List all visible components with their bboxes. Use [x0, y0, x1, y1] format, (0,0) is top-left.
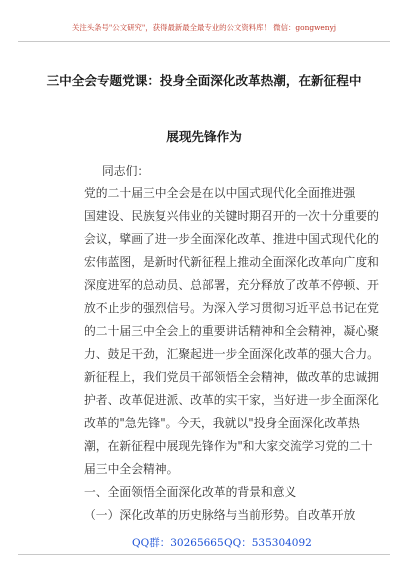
body-line: 新征程上，我们党员干部领悟全会精神，做改革的忠诚拥 [84, 370, 379, 384]
section-heading: 一、全面领悟全面深化改革的背景和意义 [84, 485, 297, 499]
body-line: 会议，擘画了进一步全面深化改革、推进中国式现代化的 [84, 232, 379, 246]
body-line: 届三中全会精神。 [84, 462, 179, 476]
body-line: 改革的"急先锋"。今天，我就以"投身全面深化改革热 [84, 416, 360, 430]
header-divider [18, 41, 390, 42]
body-line: 宏伟蓝图，是新时代新征程上推动全面深化改革向广度和 [84, 255, 379, 269]
subsection-heading: （一）深化改革的历史脉络与当前形势。自改革开放 [84, 508, 356, 522]
body-line: 深度进军的总动员、总部署，充分释放了改革不停顿、开 [84, 278, 379, 292]
body-line: 护者、改革促进派、改革的实干家，当好进一步全面深化 [84, 393, 379, 407]
body-line: 国建设、民族复兴伟业的关键时期召开的一次十分重要的 [84, 209, 379, 223]
footer-qq-group: QQ群：30265665 [132, 537, 224, 549]
body-line: 力、鼓足干劲，汇聚起进一步全面深化改革的强大合力。 [84, 347, 379, 361]
body-line: 党的二十届三中全会是在以中国式现代化全面推进强 [84, 186, 356, 200]
body-line: 放不止步的强烈信号。为深入学习贯彻习近平总书记在党 [84, 301, 379, 315]
greeting: 同志们： [102, 164, 150, 178]
footer-divider [18, 554, 390, 555]
header-notice: 关注头条号"公文研究"，获得最新最全最专业的公文资料库！ 微信：gongwenyj [71, 23, 337, 32]
document-title-line-1: 三中全会专题党课：投身全面深化改革热潮，在新征程中 [46, 73, 362, 88]
document-title-line-2: 展现先锋作为 [166, 129, 242, 144]
footer-qq-contact: QQ：535304092 [224, 537, 312, 549]
body-line: 潮，在新征程中展现先锋作为"和大家交流学习党的二十 [84, 439, 373, 453]
body-line: 的二十届三中全会上的重要讲话精神和全会精神，凝心聚 [84, 324, 379, 338]
